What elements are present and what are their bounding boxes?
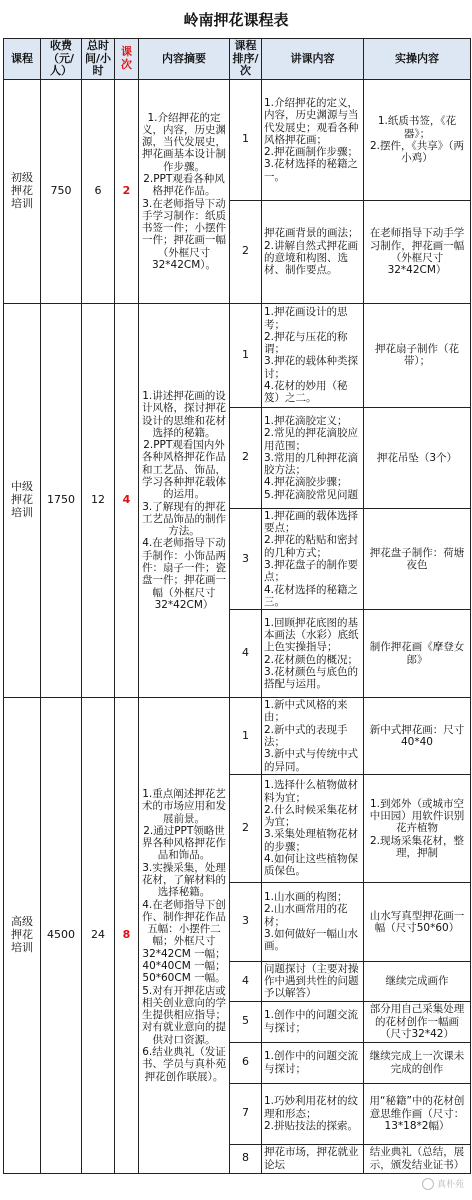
summary-line: 4.在老师指导下动手制作：小饰品两件：扇子一件；瓷盘一件；押花画一幅（外框尺寸32*42CM） (142, 537, 226, 611)
header-sessions: 课次 (115, 39, 139, 80)
practice-text: 制作押花画《摩登女郎》 (369, 641, 465, 666)
lecture-line: 1.押花画设计的思考； (264, 306, 348, 331)
practice-text: 新中式押花画：尺寸40*40 (369, 723, 465, 749)
summary-line: 4.在老师指导下创作、制作押花作品五幅：小摆件二幅；外框尺寸32*42CM 一幅；40*40CM 一幅；50*60CM 一幅。 (142, 898, 226, 985)
table-row (4, 79, 471, 200)
course-fee: 750 (41, 79, 82, 303)
lecture-line: 2.押花的粘贴和密封的几种方式； (264, 534, 359, 559)
course-sessions: 8 (115, 698, 139, 1174)
summary-line: 3.实操采集，处理花材，了解材料的选择秘籍。 (142, 861, 226, 899)
course-body (4, 79, 471, 1173)
lecture-line: 1.新中式风格的来由； (264, 699, 348, 724)
header-course: 课程 (4, 39, 41, 80)
watermark (422, 1177, 464, 1190)
lesson-practice (364, 1042, 471, 1083)
summary-line: 1.介绍押花的定义，内容，历史渊源，当代发展史，押花画基本设计制作步骤。 (142, 111, 226, 173)
lesson-order: 8 (230, 1144, 262, 1173)
summary-line: 6.结业典礼（发证书、学员与真朴苑押花创作联展）。 (142, 1045, 226, 1083)
lecture-line: 2.常见的押花滴胶应用范围； (264, 427, 359, 452)
lesson-order: 6 (230, 1042, 262, 1083)
course-name: 初级押花培训 (4, 79, 41, 303)
header-hours: 总时间/小时 (82, 39, 115, 80)
practice-text: 1.到郊外（或城市空中田园）用软件识别花卉植物 2.现场采集花材，整理，押制 (369, 797, 465, 859)
course-table (3, 38, 471, 1174)
practice-text: 押花扇子制作（花带）； (375, 343, 459, 368)
header-lecture: 讲课内容 (262, 39, 364, 80)
lecture-line: 2.山水画常用的花材； (264, 903, 348, 928)
summary-line: 1.讲述押花画的设计风格，探讨押花设计的思维和花材选择的秘籍。 (142, 390, 226, 439)
lesson-lecture (262, 407, 364, 508)
summary-line: 1.重点阐述押花艺术的市场应用和发展前景。 (142, 788, 226, 825)
lesson-practice (364, 79, 471, 200)
table-row (4, 698, 471, 775)
lecture-line: 3.采集处理植物花材的步骤； (264, 828, 359, 853)
lecture-line: 3.花材选择的秘籍之一。 (264, 158, 359, 183)
lesson-lecture (262, 882, 364, 961)
lesson-practice (364, 1083, 471, 1144)
lesson-order: 4 (230, 961, 262, 1001)
lesson-lecture (262, 508, 364, 609)
lesson-lecture (262, 1083, 364, 1144)
lecture-line: 2.押花画制作步骤； (264, 146, 359, 159)
practice-text: 1.纸质书签，《花器》； 2.摆件，《共享》（两小鸡） (369, 115, 465, 165)
header-order: 课程排序/次 (230, 39, 262, 80)
header-fee: 收费（元/人） (41, 39, 82, 80)
lesson-practice (364, 610, 471, 698)
lecture-line: 2.新中式的表现手法； (264, 723, 348, 749)
lecture-line: 2.什么时候采集花材为宜； (264, 803, 359, 829)
lecture-line: 3.新中式与传统中式的异同。 (264, 748, 359, 773)
lesson-lecture (262, 200, 364, 303)
course-fee: 1750 (41, 303, 82, 697)
lesson-practice (364, 882, 471, 961)
lecture-line: 3.押花盘子的制作要点； (264, 559, 359, 584)
practice-text: 部分用自己采集处理的花材创作一幅画（尺寸32*42） (369, 1003, 465, 1040)
lecture-line: 3.花材颜色与底色的搭配与运用。 (264, 665, 359, 691)
lesson-order: 2 (230, 200, 262, 303)
practice-text: 结业典礼（总结，展示，颁发结业证书） (369, 1146, 465, 1171)
lecture-line: 4.押花滴胶步骤； (264, 476, 348, 489)
lecture-line: 1.创作中的问题交流与探讨； (264, 1009, 359, 1034)
practice-text: 押花盘子制作：荷塘夜色 (369, 546, 465, 572)
summary-line: 3.在老师指导下动手学习制作：纸质书签一件；小摆件一件；押花画一幅（外框尺寸32*42CM）。 (142, 197, 226, 271)
course-sessions: 4 (115, 303, 139, 697)
lecture-line: 4.如何让这些植物保质保色。 (264, 852, 359, 878)
lecture-line: 2.押花与压花的称谓； (264, 330, 348, 356)
course-name: 高级押花培训 (4, 698, 41, 1174)
practice-text: 山水写真型押花画一幅（尺寸50*60） (369, 909, 465, 934)
practice-text: 继续完成上一次课未完成的创作 (369, 1050, 465, 1075)
course-fee: 4500 (41, 698, 82, 1174)
practice-text: 在老师指导下动手学习制作，押花画一幅（外框尺寸32*42CM） (369, 227, 465, 277)
lesson-order: 3 (230, 882, 262, 961)
lesson-practice (364, 508, 471, 609)
lesson-order: 1 (230, 79, 262, 200)
summary-line: 3.了解现有的押花工艺品饰品的制作方法。 (142, 500, 226, 538)
lesson-lecture (262, 79, 364, 200)
lecture-line: 1.押花画的载体选择要点； (264, 509, 359, 535)
course-hours: 6 (82, 79, 115, 303)
lecture-line: 1.回顾押花底图的基本画法（水彩）底纸上色实操指导； (264, 616, 359, 654)
lesson-order: 2 (230, 407, 262, 508)
lecture-line: 4.花材的妙用（秘笈）之二。 (264, 379, 348, 405)
lesson-lecture (262, 610, 364, 698)
lesson-order: 7 (230, 1083, 262, 1144)
course-summary (139, 303, 230, 697)
lecture-line: 3.常用的几种押花滴胶方法； (264, 451, 359, 477)
summary-line: 2.通过PPT领略世界各种风格押花作品和饰品。 (142, 824, 226, 862)
lecture-line: 1.巧妙利用花材的纹理和形态； (264, 1095, 359, 1120)
lesson-practice (364, 1144, 471, 1173)
lesson-lecture (262, 1001, 364, 1042)
course-name: 中级押花培训 (4, 303, 41, 697)
lecture-line: 押花画背景的画法； (264, 227, 359, 240)
lesson-lecture (262, 961, 364, 1001)
header-row (4, 39, 471, 80)
lecture-line: 1.介绍押花的定义，内容，历史渊源与当代发展史；观看各种风格押花画； (264, 96, 359, 146)
lesson-practice (364, 774, 471, 882)
lecture-line: 2.花材颜色的概况； (264, 653, 359, 666)
practice-text: 押花吊坠（3个） (376, 451, 458, 464)
lecture-line: 押花市场，押花就业论坛 (264, 1146, 359, 1171)
practice-text: 继续完成画作 (385, 975, 449, 988)
course-summary (139, 698, 230, 1174)
lesson-practice (364, 303, 471, 407)
lesson-practice (364, 407, 471, 508)
course-summary (139, 79, 230, 303)
course-hours: 24 (82, 698, 115, 1174)
lesson-lecture (262, 1144, 364, 1173)
lesson-order: 1 (230, 698, 262, 775)
course-sessions: 2 (115, 79, 139, 303)
summary-line: 5.对有开押花店或相关创业意向的学生提供相应指导；对有就业意向的提供对口资源。 (142, 984, 226, 1046)
lesson-order: 3 (230, 508, 262, 609)
lesson-order: 2 (230, 774, 262, 882)
lecture-line: 3.押花的载体种类探讨； (264, 355, 359, 380)
lecture-line: 2.拼贴技法的探索。 (264, 1119, 359, 1132)
course-hours: 12 (82, 303, 115, 697)
page-title: 岭南押花课程表 (183, 10, 289, 29)
lesson-lecture (262, 303, 364, 407)
lecture-line: 1.创作中的问题交流与探讨； (264, 1050, 359, 1075)
lesson-practice (364, 698, 471, 775)
summary-line: 2.PPT观看国内外各种风格押花作品和工艺品、饰品，学习各种押花载体的运用。 (142, 439, 226, 501)
lecture-line: 4.花材选择的秘籍之三。 (264, 583, 359, 608)
lesson-practice (364, 961, 471, 1001)
practice-text: 用“秘籍”中的花材创意思维作画（尺寸：13*18*2幅） (369, 1095, 465, 1132)
header-summary: 内容摘要 (139, 39, 230, 80)
lesson-lecture (262, 1042, 364, 1083)
lesson-order: 5 (230, 1001, 262, 1042)
lecture-line: 问题探讨（主要对操作中遇到共性的问题予以解答） (264, 962, 359, 1000)
table-row (4, 303, 471, 407)
lesson-lecture (262, 774, 364, 882)
lesson-lecture (262, 698, 364, 775)
watermark-icon (422, 1178, 434, 1190)
lecture-line: 2.讲解自然式押花画的意境和构图、选材、制作要点。 (264, 239, 359, 277)
lecture-line: 1.山水画的构图； (264, 891, 348, 904)
header-practice: 实操内容 (364, 39, 471, 80)
lecture-line: 3.如何做好一幅山水画。 (264, 928, 359, 953)
lesson-order: 1 (230, 303, 262, 407)
lesson-practice (364, 1001, 471, 1042)
lesson-practice (364, 200, 471, 303)
lecture-line: 5.押花滴胶常见问题 (264, 488, 359, 501)
lecture-line: 1.选择什么植物做材料为宜； (264, 779, 359, 804)
lecture-line: 1.押花滴胶定义； (264, 414, 348, 427)
lesson-order: 4 (230, 610, 262, 698)
watermark-text: 真朴苑 (436, 1180, 464, 1190)
summary-line: 2.PPT观看各种风格押花作品。 (143, 173, 225, 198)
